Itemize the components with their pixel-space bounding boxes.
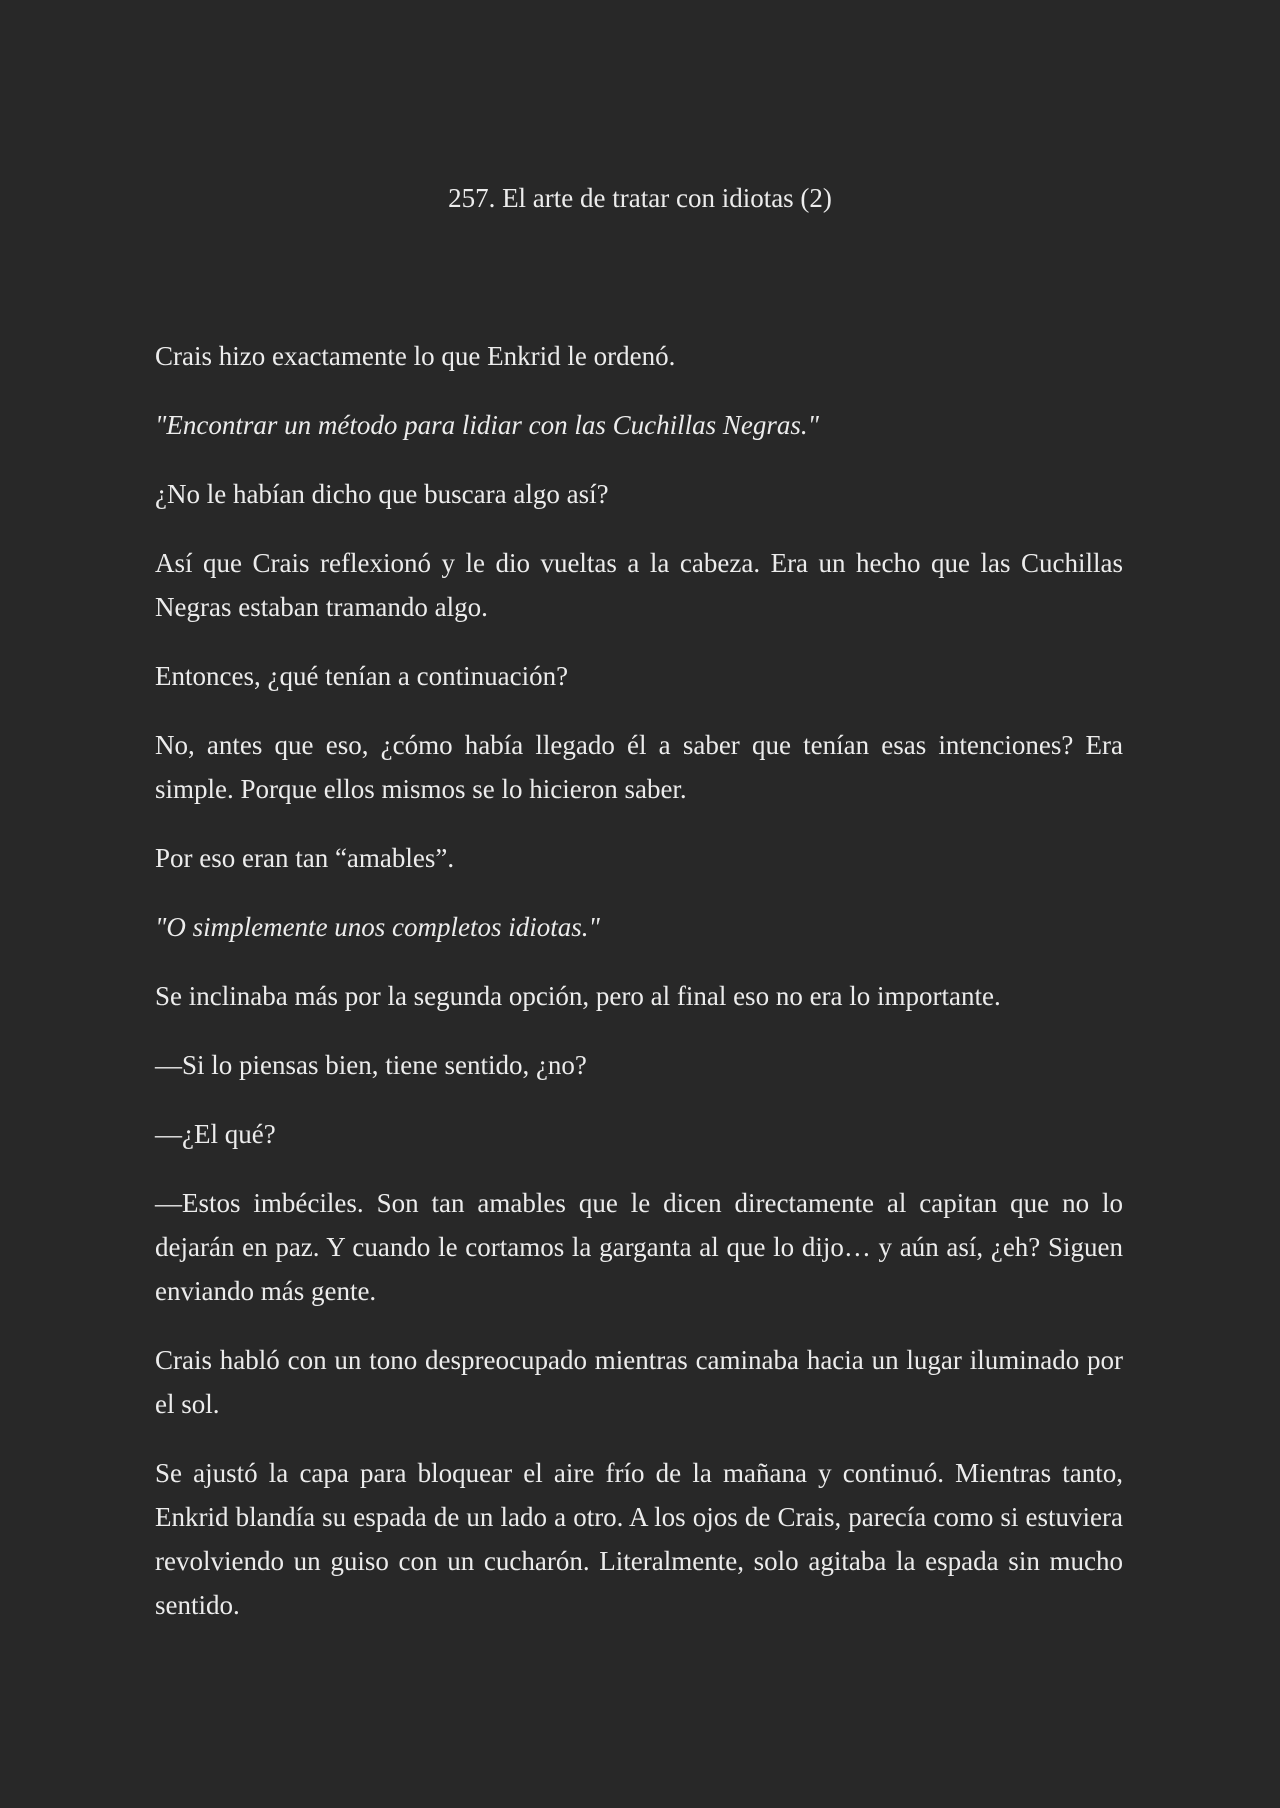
- paragraph: Se ajustó la capa para bloquear el aire frío de la mañana y continuó. Mientras tanto, Enkrid blandía su espada de un lado a otro. A los ojos de Crais, parecía como si estuviera revolviendo un guiso con un cucharón. Literalmente, solo agitaba la espada sin mucho sentido.: [155, 1458, 1123, 1620]
- paragraph: No, antes que eso, ¿cómo había llegado él a saber que tenían esas intenciones? Era simple. Porque ellos mismos se lo hicieron saber.: [155, 730, 1123, 804]
- paragraph: "O simplemente unos completos idiotas.": [155, 912, 600, 942]
- paragraph: Así que Crais reflexionó y le dio vueltas a la cabeza. Era un hecho que las Cuchillas Negras estaban tramando algo.: [155, 548, 1123, 622]
- paragraph: —Si lo piensas bien, tiene sentido, ¿no?: [155, 1050, 587, 1080]
- paragraph: Crais hizo exactamente lo que Enkrid le ordenó.: [155, 341, 676, 371]
- paragraph: Se inclinaba más por la segunda opción, pero al final eso no era lo importante.: [155, 981, 1001, 1011]
- paragraph: Por eso eran tan “amables”.: [155, 843, 455, 873]
- paragraph: Crais habló con un tono despreocupado mientras caminaba hacia un lugar iluminado por el sol.: [155, 1345, 1123, 1419]
- paragraph: —Estos imbéciles. Son tan amables que le dicen directamente al capitan que no lo dejarán en paz. Y cuando le cortamos la garganta al que lo dijo… y aún así, ¿eh? Siguen enviando más gente.: [155, 1188, 1123, 1306]
- paragraph: —¿El qué?: [155, 1119, 276, 1149]
- paragraph: Entonces, ¿qué tenían a continuación?: [155, 661, 569, 691]
- chapter-body: [155, 334, 1123, 1652]
- paragraph: "Encontrar un método para lidiar con las Cuchillas Negras.": [155, 410, 819, 440]
- chapter-title: 257. El arte de tratar con idiotas (2): [448, 183, 832, 213]
- paragraph: ¿No le habían dicho que buscara algo así?: [155, 479, 609, 509]
